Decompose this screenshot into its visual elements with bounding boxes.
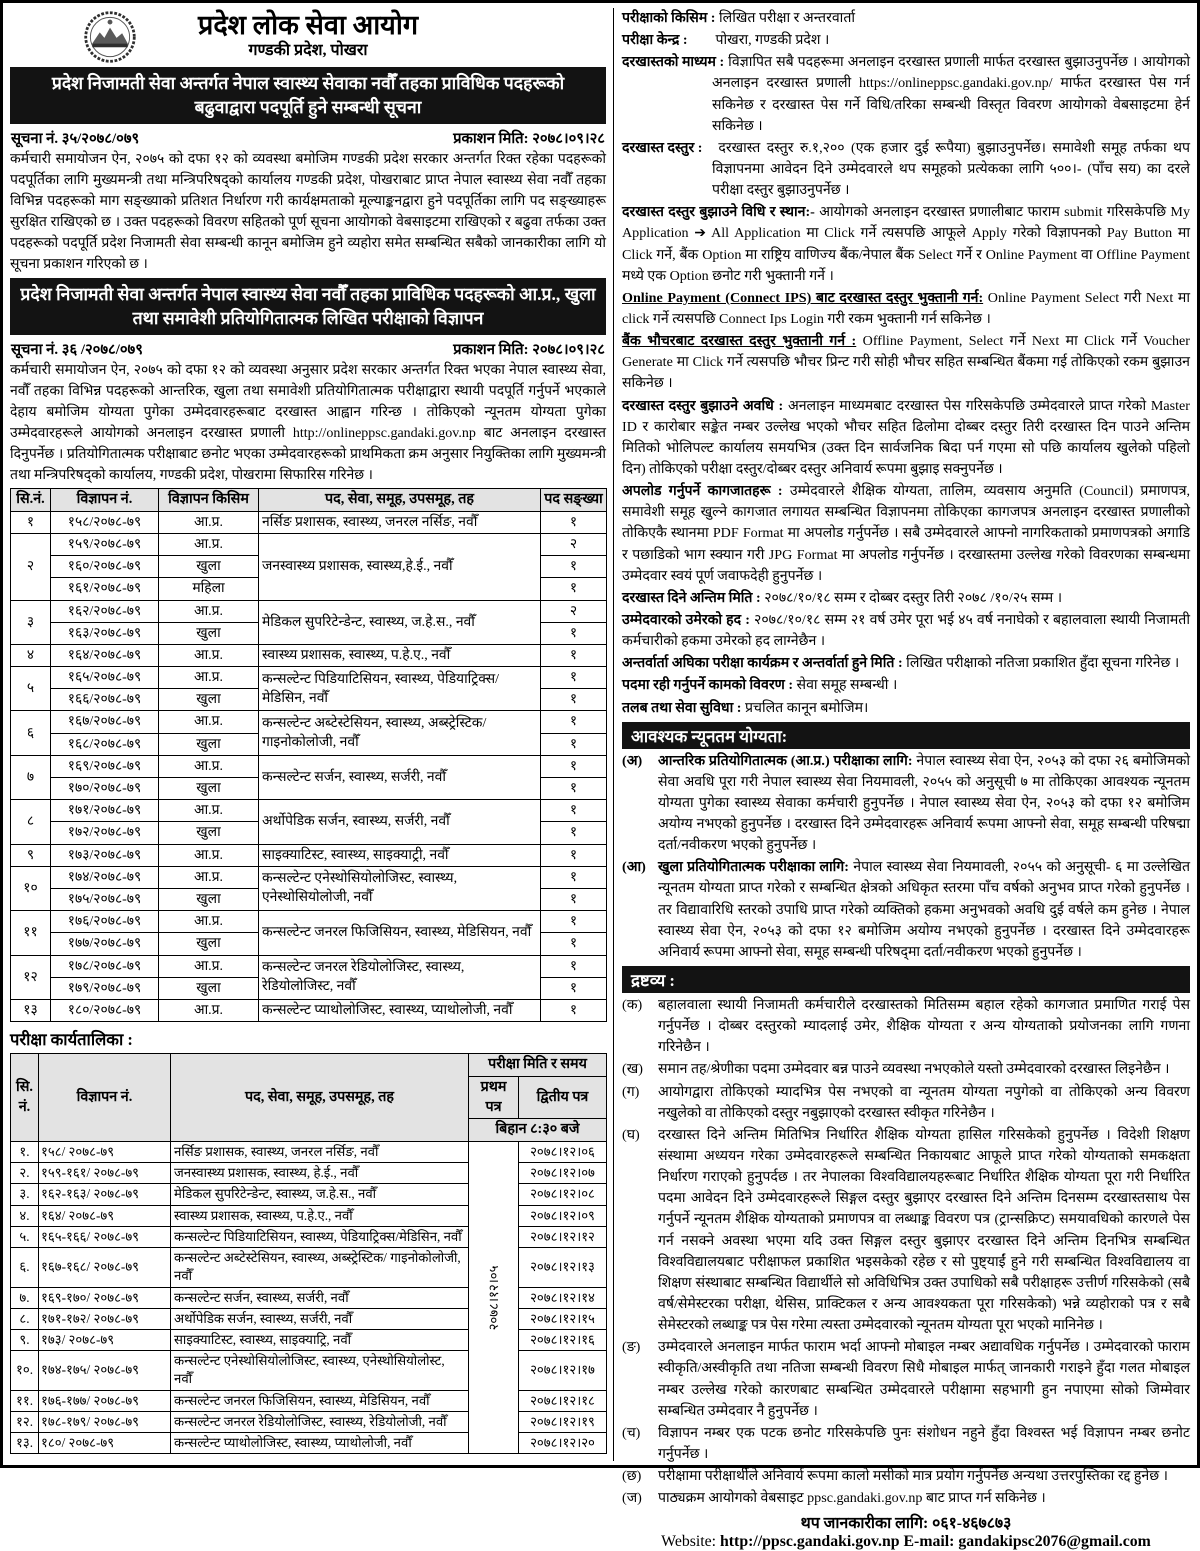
ad-number-cell: १८०/२०७८-७९ [51, 999, 159, 1021]
item-marker: (अ) [622, 752, 643, 769]
ad-type-cell: खुला [159, 556, 259, 578]
ad-number-cell: १८०/ २०७८-७९ [39, 1433, 171, 1454]
info-item-label: बैंक भौचरबाट दरखास्त दस्तुर भुक्तानी गर्न : [622, 333, 857, 350]
col-first-paper: प्रथम पत्र [469, 1076, 519, 1118]
serial-no-cell: १. [11, 1141, 39, 1162]
post-cell: कन्सल्टेन्ट सर्जन, स्वास्थ्य, सर्जरी, नवौँ [259, 755, 541, 799]
email-address: gandakipsc2076@gmail.com [958, 1533, 1151, 1551]
post-cell: कन्सल्टेन्ट सर्जन, स्वास्थ्य, सर्जरी, नवौँ [171, 1287, 469, 1308]
note-item: (घ) दरखास्त दिने अन्तिम मितिभित्र निर्धारित शैक्षिक योग्यता हासिल गरिसकेको हुनुपर्नेछ । विदेशी शिक्षण संस्थामा अध्ययन गरेका उम्मेदवारहरूले सम्बन्धित निकायबाट आफूले प्राप्त गरेको योग्यताको समकक्षता निर्धारण गराएको हुनुपर्दछ । तर नेपालका विश्वविद्यालयहरूबाट निर्धारित शैक्षिक योग्यता पूरा गरी निर्धारित पदमा आवेदन दिने उम्मेदवारहरूले सिङ्गल दस्तुर बुझाएर दरखास्त दिने अन्तिम दिनसम्म दरखास्तसाथ पेस गर्नुपर्ने न्यूनतम शैक्षिक योग्यताको प्रमाणपत्र वा लब्धाङ्क विवरण पत्र (ट्रान्सक्रिप्ट) समयावधिको कारणले पेस गर्न नसक्ने अवस्था भएमा यदि उक्त सिङ्गल दस्तुर बुझाएर दरखास्त दिने अन्तिम दिनभित्र सम्बन्धित विश्वविद्यालयबाट परीक्षाफल प्रकाशित भइसकेको रहेछ र सो पुष्ट्याईं हुने गरी सम्बन्धित विश्वविद्यालय वा शिक्षण संस्थाबाट सम्बन्धित विद्यार्थीले सो अविधिभित्र उक्त उपाधिको सबै परीक्षाहरू उत्तीर्ण गरिसकेको (सबै वर्ष/सेमेस्टरका परीक्षा, थेसिस, प्राक्टिकल र अन्य आवश्यकता पूरा गरिसकेको) भन्ने व्यहोराको पत्र र सबै सेमेस्टरको लब्धाङ्क पत्र पेस गरेमा त्यस्ता उम्मेदवारको न्यूनतम योग्यता पूरा भएको मानिनेछ । [622, 1126, 1190, 1334]
ad-number-cell: १५९/२०७८-७९ [51, 533, 159, 555]
note-item: (ज) पाठ्यक्रम आयोगको वेबसाइट ppsc.gandaki.gov.np बाट प्राप्त गर्न सकिनेछ । [622, 1488, 1190, 1509]
post-cell: कन्सल्टेन्ट जनरल फिजिसियन, स्वास्थ्य, मेडिसियन, नवौँ [259, 911, 541, 955]
post-count-cell: १ [541, 866, 607, 888]
serial-no-cell: २ [11, 533, 51, 600]
ad-number-cell: १७९/२०७८-७९ [51, 977, 159, 999]
info-item-label: दरखास्त दिने अन्तिम मिति : [622, 589, 761, 606]
schedule-row [11, 1141, 607, 1162]
ad-type-cell: खुला [159, 689, 259, 711]
ad-type-cell: खुला [159, 822, 259, 844]
contact-info: थप जानकारीका लागि: ०६१-४६७८७३ [800, 1515, 1012, 1533]
masthead [10, 8, 606, 64]
item-marker: (ङ) [622, 1339, 641, 1356]
notice1-body: कर्मचारी समायोजन ऐन, २०७५ को दफा १२ को व्यवस्था बमोजिम गण्डकी प्रदेश सरकार अन्तर्गत रिक्त रहेका पदहरूको पदपूर्तिका लागि मुख्यमन्त्री तथा मन्त्रिपरिषद्को कार्यालय गण्डकी प्रदेश, पोखराबाट प्राप्त नेपाल स्वास्थ्य सेवा नवौँ तहका विभिन्न पदहरूको माग सङ्ख्याको प्रतिशत निर्धारण गरी कार्यक्षमताको मूल्याङ्कनद्वारा हुने पदपूर्तिका लागि पद सङ्ख्याहरू सुरक्षित राखिएको छ । उक्त पदहरूको विवरण सहितको पूर्ण सूचना आयोगको वेबसाइटमा राखिएको र बढुवा तर्फका उक्त पदहरूको पदपूर्ति प्रदेश निजामती सेवा सम्बन्धी कानून बमोजिम हुने व्यहोरा समेत सम्बन्धित सबैको जानकारीका लागि यो सूचना प्रकाशन गरिएको छ । [10, 151, 606, 272]
post-cell: स्वास्थ्य प्रशासक, स्वास्थ्य, प.हे.ए., नवौँ [259, 644, 541, 666]
info-item-label: अपलोड गर्नुपर्ने कागजातहरू : [622, 483, 783, 500]
info-item: पदमा रही गर्नुपर्ने कामको विवरण : सेवा समूह सम्बन्धी । [622, 677, 898, 694]
serial-no-cell: ८ [11, 800, 51, 844]
ad-number-cell: १६७-१६८/ २०७८-७९ [39, 1248, 171, 1287]
item-heading: आन्तरिक प्रतियोगितात्मक (आ.प्र.) परीक्षाका लागि: [658, 752, 913, 769]
info-item-label: तलब तथा सेवा सुविधा : [622, 699, 742, 716]
post-cell: अर्थोपेडिक सर्जन, स्वास्थ्य, सर्जरी, नवौँ [259, 800, 541, 844]
post-cell: कन्सल्टेन्ट जनरल रेडियोलोजिस्ट, स्वास्थ्य, रेडियोलोजिस्ट, नवौँ [259, 955, 541, 999]
left-column [10, 8, 606, 1461]
ad-type-cell: महिला [159, 578, 259, 600]
post-count-cell: १ [541, 733, 607, 755]
second-paper-date-cell: २०७८।१२।१६ [519, 1329, 607, 1350]
post-cell: कन्सल्टेन्ट पिडियाटिसियन, स्वास्थ्य, पेडियाट्रिक्स/मेडिसिन, नवौँ [171, 1226, 469, 1247]
info-item: बैंक भौचरबाट दरखास्त दस्तुर भुक्तानी गर्न : Offline Payment, Select गर्ने Next मा Click गर्ने Voucher Generate मा Click गर्ने त्यसपछि भौचर प्रिन्ट गरी सोही भौचर सहित सम्बन्धित बैंकमा गई तोकिएको रकम बुझाउन सकिनेछ । [622, 333, 1190, 392]
notice2-meta [10, 337, 606, 360]
item-marker: (छ) [622, 1468, 642, 1485]
qualification-item: (अ) आन्तरिक प्रतियोगितात्मक (आ.प्र.) परीक्षाका लागि: नेपाल स्वास्थ्य सेवा ऐन, २०५३ को दफा २६ बमोजिमको सेवा अवधि पूरा गरी नेपाल स्वास्थ्य सेवा नियमावली, २०५५ को अनुसूची ७ मा तोकिएका आवश्यक न्यूनतम योग्यता पुगेका स्वास्थ्य सेवाका कर्मचारी हुनुपर्नेछ । नेपाल स्वास्थ्य सेवा ऐन, २०५३ को दफा १२ बमोजिम अयोग्य नभएको हुनुपर्नेछ । दरखास्त दिने उम्मेदवारहरू अनिवार्य रूपमा आफ्नो सेवा, समूह सम्बन्धी परिषद्मा दर्ता/नवीकरण भएको हुनुपर्नेछ । [622, 752, 1190, 854]
post-count-cell: १ [541, 755, 607, 777]
second-paper-date-cell: २०७८।१२।१३ [519, 1248, 607, 1287]
second-paper-date-cell: २०७८।१२।०९ [519, 1205, 607, 1226]
serial-no-cell: ११. [11, 1390, 39, 1411]
second-paper-date-cell: २०७८।१२।०७ [519, 1163, 607, 1184]
ad-number-cell: १७६-१७७/ २०७८-७९ [39, 1390, 171, 1411]
note-item: (च) विज्ञापन नम्बर एक पटक छनोट गरिसकेपछि पुनः संशोधन नहुने हुँदा विश्वस्त भई विज्ञापन नम्बर छनोट गर्नुपर्नेछ । [622, 1424, 1190, 1462]
vacancy-table-header [11, 489, 607, 512]
second-paper-date-cell: २०७८।१२।१८ [519, 1390, 607, 1411]
qualification-item: (आ) खुला प्रतियोगितात्मक परीक्षाका लागि: नेपाल स्वास्थ्य सेवा नियमावली, २०५५ को अनुसूची- ६ मा उल्लेखित न्यूनतम योग्यता प्राप्त गरेको र सम्बन्धित क्षेत्रको अधिकृत स्तरमा पाँच वर्षको अनुभव प्राप्त गरेको हुनुपर्नेछ । तर विद्यावारिधि स्तरको उपाधि प्राप्त गरेको व्यक्तिको हकमा अनुभवको अवधि दुई वर्षले कम हुनेछ । नेपाल स्वास्थ्य सेवा ऐन, २०५३ को दफा १२ बमोजिम अयोग्य नभएको हुनुपर्नेछ । दरखास्त दिने उम्मेदवारहरू अनिवार्य रूपमा आफ्नो सेवा, समूह सम्बन्धी परिषद्‌मा दर्ता/नवीकरण भएको हुनुपर्नेछ । [622, 859, 1191, 960]
post-cell: जनस्वास्थ्य प्रशासक, स्वास्थ्य, हे.ई., नवौँ [171, 1163, 469, 1184]
serial-no-cell: १२ [11, 955, 51, 999]
col-serial-no: सि. नं. [11, 1054, 39, 1142]
post-cell: कन्सल्टेन्ट प्याथोलोजिस्ट, स्वास्थ्य, प्याथोलोजी, नवौँ [259, 999, 541, 1021]
ad-number-cell: १६९/२०७८-७९ [51, 755, 159, 777]
promotion-notice-banner: प्रदेश निजामती सेवा अन्तर्गत नेपाल स्वास्थ्य सेवाका नवौँ तहका प्राविधिक पदहरूको बढुवाद्वारा पदपूर्ति हुने सम्बन्धी सूचना [10, 67, 606, 124]
post-count-cell: १ [541, 911, 607, 933]
ad-type-cell: आ.प्र. [159, 667, 259, 689]
serial-no-cell: ५ [11, 667, 51, 711]
exam-time-note: बिहान ८:३० बजे [469, 1119, 607, 1142]
post-cell: कन्सल्टेन्ट जनरल रेडियोलोजिस्ट, स्वास्थ्य, रेडियोलोजी, नवौँ [171, 1411, 469, 1432]
ad-number-cell: १६५/२०७८-७९ [51, 667, 159, 689]
item-marker: (ज) [622, 1490, 642, 1507]
notice1-pub-date: प्रकाशन मिति: २०७८।०९।२८ [453, 130, 605, 147]
note-item: (ग) आयोगद्वारा तोकिएको म्यादभित्र पेस नभएको वा न्यूनतम योग्यता नपुगेको वा तोकिएको अन्य विवरण नखुलेको वा तोकिएको दस्तुर नबुझाएको दरखास्त स्वीकृत गरिनेछैन । [622, 1083, 1190, 1121]
right-column [613, 8, 1191, 1551]
info-item: दरखास्तको माध्यम : विज्ञापित सबै पदहरूमा अनलाइन दरखास्त प्रणाली मार्फत दरखास्त बुझाउनुपर्नेछ । आयोगको अनलाइन दरखास्त प्रणाली https://onlineppsc.gandaki.gov.np/ मार्फत दरखास्त पेस गर्न सकिनेछ र दरखास्त पेस गर्ने विधि/तरिका सम्बन्धी विस्तृत विवरण आयोगको वेबसाइटमा हेर्न सकिनेछ । [622, 54, 1190, 134]
ad-number-cell: १७७/२०७८-७९ [51, 933, 159, 955]
notice2-number: सूचना नं. ३६ /२०७८/०७९ [11, 342, 143, 359]
ad-type-cell: आ.प्र. [159, 911, 259, 933]
serial-no-cell: ८. [11, 1308, 39, 1329]
post-cell: कन्सल्टेन्ट पिडियाटिसियन, स्वास्थ्य, पेडियाट्रिक्स/ मेडिसिन, नवौँ [259, 667, 541, 711]
website-url: http://ppsc.gandaki.gov.np [720, 1533, 900, 1551]
exam-ad-banner: प्रदेश निजामती सेवा अन्तर्गत नेपाल स्वास्थ्य सेवा नवौँ तहका प्राविधिक पदहरूको आ.प्र., खुला तथा समावेशी प्रतियोगितात्मक लिखित परीक्षाको विज्ञापन [10, 278, 606, 335]
serial-no-cell: १० [11, 866, 51, 910]
item-heading: खुला प्रतियोगितात्मक परीक्षाका लागि: [658, 859, 849, 876]
item-marker: (च) [622, 1424, 641, 1441]
ad-number-cell: १६०/२०७८-७९ [51, 556, 159, 578]
post-count-cell: १ [541, 711, 607, 733]
serial-no-cell: १३. [11, 1433, 39, 1454]
ad-number-cell: १५९-१६१/ २०७८-७९ [39, 1163, 171, 1184]
note-item: (ङ) उम्मेदवारले अनलाइन मार्फत फाराम भर्दा आफ्नो मोबाइल नम्बर अद्यावधिक गर्नुपर्नेछ । उम्मेदवारको फाराम स्वीकृति/अस्वीकृति तथा नतिजा सम्बन्धी विवरण सिधै मोबाइल मार्फत् जानकारी गराइने हुँदा गलत मोबाइल नम्बर उल्लेख गरेको कारणबाट सम्बन्धित उम्मेदवारले परीक्षामा सहभागी हुन नपाएमा सोको जिम्मेवार सम्बन्धित उम्मेदवार नै हुनुपर्नेछ । [622, 1339, 1190, 1419]
ad-number-cell: १६२-१६३/ २०७८-७९ [39, 1184, 171, 1205]
info-item-label: दरखास्त दस्तुर बुझाउने विधि र स्थान:- [622, 204, 815, 221]
post-count-cell: १ [541, 955, 607, 977]
post-cell: कन्सल्टेन्ट प्याथोलोजिस्ट, स्वास्थ्य, प्याथोलोजी, नवौँ [171, 1433, 469, 1454]
ad-type-cell: आ.प्र. [159, 866, 259, 888]
post-count-cell: १ [541, 933, 607, 955]
notice2-body: कर्मचारी समायोजन ऐन, २०७५ को दफा १२ को व्यवस्था अनुसार प्रदेश सरकार अन्तर्गत रिक्त भएका नेपाल स्वास्थ्य सेवा, नवौँ तहका विभिन्न पदहरूको आन्तरिक, खुला तथा समावेशी प्रतियोगितात्मक परीक्षाद्वारा स्थायी पदपूर्ति गर्नुपर्ने भएकाले देहाय बमोजिम योग्यता पुगेका उम्मेदवारहरूबाट दरखास्त आह्वान गरिन्छ । तोकिएको न्यूनतम योग्यता पुगेका उम्मेदवारहरूले आयोगको अनलाइन दरखास्त प्रणाली http://onlineppsc.gandaki.gov.np बाट अनलाइन दरखास्त दिनुपर्नेछ । प्रतियोगितात्मक परीक्षाबाट छनोट भएका उम्मेदवारहरूको प्राथमिकता क्रम अनुसार नियुक्तिका लागि मुख्यमन्त्री तथा मन्त्रिपरिषद्को कार्यालय, गण्डकी प्रदेश, पोखरामा सिफारिस गरिनेछ । [10, 363, 606, 484]
website-label: Website: [661, 1533, 717, 1551]
info-item: तलब तथा सेवा सुविधा : प्रचलित कानून बमोजिम। [622, 699, 869, 716]
notes-banner: द्रष्टव्य : [622, 966, 1190, 993]
post-count-cell: १ [541, 822, 607, 844]
notice2-pub-date: प्रकाशन मिति: २०७८।०९।२८ [453, 342, 605, 359]
post-count-cell: १ [541, 778, 607, 800]
info-item: अपलोड गर्नुपर्ने कागजातहरू : उम्मेदवारले शैक्षिक योग्यता, तालिम, व्यवसाय अनुमति (Council) प्रमाणपत्र, समावेशी समूह खुल्ने कागजात लगायत सम्बन्धित विज्ञापनमा तोकिएका कागजपत्र अनलाइन दरखास्त प्रणालीको तोकिएकै स्थानमा PDF Format मा अपलोड गर्नुपर्नेछ । सबै उम्मेदवारले आफ्नो नागरिकताको प्रमाणपत्रको अगाडि र पछाडिको भाग स्क्यान गरी JPG Format मा अपलोड गर्नुपर्नेछ । दरखास्तमा उल्लेख गरेको विवरणका सम्बन्धमा उम्मेदवार स्वयं पूर्ण जवाफदेही हुनुपर्नेछ । [622, 483, 1190, 584]
post-cell: जनस्वास्थ्य प्रशासक, स्वास्थ्य,हे.ई., नवौँ [259, 533, 541, 600]
second-paper-date-cell: २०७८।१२।२० [519, 1433, 607, 1454]
ad-number-cell: १७२/२०७८-७९ [51, 822, 159, 844]
info-item-label: परीक्षा केन्द्र : [622, 32, 688, 49]
ad-type-cell: आ.प्र. [159, 755, 259, 777]
vacancy-row [11, 511, 607, 533]
first-paper-date-cell [469, 1141, 519, 1453]
vacancy-row [11, 844, 607, 866]
vacancy-row [11, 755, 607, 777]
col-post: पद, सेवा, समूह, उपसमूह, तह [171, 1054, 469, 1142]
post-cell: कन्सल्टेन्ट अब्टेस्टेसियन, स्वास्थ्य, अब्स्ट्रेस्टिक/ गाइनोकोलोजी, नवौँ [259, 711, 541, 755]
vacancy-row [11, 533, 607, 555]
info-item-label: Online Payment (Connect IPS) बाट दरखास्त दस्तुर भुक्तानी गर्न: [622, 289, 984, 306]
vacancy-row [11, 667, 607, 689]
first-paper-date: २०७८।१२।०५ [485, 1265, 501, 1331]
col-serial-no: सि.नं. [11, 489, 51, 512]
post-cell: कन्सल्टेन्ट जनरल फिजिसियन, स्वास्थ्य, मेडिसियन, नवौँ [171, 1390, 469, 1411]
post-count-cell: १ [541, 999, 607, 1021]
schedule-title: परीक्षा कार्यतालिका : [10, 1030, 133, 1050]
ad-type-cell: आ.प्र. [159, 644, 259, 666]
col-post: पद, सेवा, समूह, उपसमूह, तह [259, 489, 541, 512]
item-marker: (ख) [622, 1061, 643, 1078]
item-marker: (आ) [622, 859, 646, 876]
ad-type-cell: आ.प्र. [159, 600, 259, 622]
ad-number-cell: १६४/ २०७८-७९ [39, 1205, 171, 1226]
info-item-label: परीक्षाको किसिम : [622, 10, 716, 26]
ad-number-cell: १७०/२०७८-७९ [51, 778, 159, 800]
post-cell: कन्सल्टेन्ट एनेस्थोसियोलोजिस्ट, स्वास्थ्य, एनेस्थोसियोलोजी, नवौँ [259, 866, 541, 910]
col-ad-type: विज्ञापन किसिम [159, 489, 259, 512]
col-exam-date-time: परीक्षा मिति र समय [469, 1054, 607, 1077]
post-cell: मेडिकल सुपरिटेन्डेन्ट, स्वास्थ्य, ज.हे.स., नवौँ [259, 600, 541, 644]
min-qualification-banner: आवश्यक न्यूनतम योग्यता: [622, 722, 1190, 749]
ad-type-cell: आ.प्र. [159, 533, 259, 555]
ad-type-cell: आ.प्र. [159, 844, 259, 866]
serial-no-cell: १ [11, 511, 51, 533]
ad-number-cell: १७४/२०७८-७९ [51, 866, 159, 888]
post-count-cell: १ [541, 800, 607, 822]
second-paper-date-cell: २०७८।१२।०८ [519, 1184, 607, 1205]
post-count-cell: २ [541, 533, 607, 555]
col-second-paper: द्वितीय पत्र [519, 1076, 607, 1118]
post-cell: नर्सिङ प्रशासक, स्वास्थ्य, जनरल नर्सिङ, नवौँ [171, 1141, 469, 1162]
serial-no-cell: ९ [11, 844, 51, 866]
serial-no-cell: ६. [11, 1248, 39, 1287]
item-marker: (घ) [622, 1126, 640, 1143]
serial-no-cell: ९. [11, 1329, 39, 1350]
serial-no-cell: ४ [11, 644, 51, 666]
ad-type-cell: खुला [159, 977, 259, 999]
info-item: परीक्षाको किसिम : लिखित परीक्षा र अन्तरवार्ता [622, 10, 856, 26]
col-ad-number: विज्ञापन नं. [39, 1054, 171, 1142]
ad-type-cell: खुला [159, 933, 259, 955]
ad-number-cell: १७४-१७५/ २०७८-७९ [39, 1351, 171, 1390]
ad-type-cell: आ.प्र. [159, 511, 259, 533]
second-paper-date-cell: २०७८।१२।१७ [519, 1351, 607, 1390]
ad-type-cell: खुला [159, 778, 259, 800]
info-item: Online Payment (Connect IPS) बाट दरखास्त दस्तुर भुक्तानी गर्न: Online Payment Select गरी Next मा click गर्ने त्यसपछि Connect Ips Login गरी रकम भुक्तानी गर्न सकिनेछ । [622, 289, 1190, 327]
post-count-cell: १ [541, 622, 607, 644]
notes-list [622, 995, 1190, 1509]
serial-no-cell: ३ [11, 600, 51, 644]
post-cell: नर्सिङ प्रशासक, स्वास्थ्य, जनरल नर्सिङ, नवौँ [259, 511, 541, 533]
ad-number-cell: १७१/२०७८-७९ [51, 800, 159, 822]
info-item: दरखास्त दस्तुर : दरखास्त दस्तुर रु.१,२०० (एक हजार दुई रूपैया) बुझाउनुपर्नेछ। समावेशी समूह तर्फका थप विज्ञापनमा आवेदन दिने उम्मेदवारले थप समूहको प्रत्येकका लागि ५००।- (पाँच सय) का दरले परीक्षा दस्तुर बुझाउनुपर्नेछ । [622, 139, 1190, 199]
serial-no-cell: १०. [11, 1351, 39, 1390]
post-cell: कन्सल्टेन्ट अब्टेस्टेसियन, स्वास्थ्य, अब्स्ट्रेस्टिक/ गाइनोकोलोजी, नवौँ [171, 1248, 469, 1287]
info-item: दरखास्त दस्तुर बुझाउने अवधि : अनलाइन माध्यमबाट दरखास्त पेस गरिसकेपछि उम्मेदवारले प्राप्त गरेको Master ID र कारोबार सङ्केत नम्बर उल्लेख भएको भौचर सहित ढिलोमा दोब्बर दस्तुर तिरी दरखास्त दिन पाउने अन्तिम मितिको भोलिपल्ट कार्यालय समयभित्र (उक्त दिन सार्वजनिक बिदा पर्न गएमा सो पछि कार्यालय खुलेको पहिलो दिन) तोकिएको परीक्षा दस्तुर/दोब्बर दस्तुर अनिवार्य रूपमा बुझाइ सक्नुपर्नेछ । [622, 397, 1190, 477]
ad-number-cell: १७८/२०७८-७९ [51, 955, 159, 977]
note-item: (क) बहालवाला स्थायी निजामती कर्मचारीले दरखास्तको मितिसम्म बहाल रहेको कागजात प्रमाणित गराई पेस गर्नुपर्नेछ । दोब्बर दस्तुरको म्यादलाई उमेर, शैक्षिक योग्यता र अन्य योग्यताको प्रयोजनका लागि गणना गरिनेछैन । [622, 997, 1190, 1056]
ad-number-cell: १६५-१६६/ २०७८-७९ [39, 1226, 171, 1247]
ad-number-cell: १७१-१७२/ २०७८-७९ [39, 1308, 171, 1329]
schedule-header-row-1 [11, 1054, 607, 1077]
email-label: E-mail: [903, 1533, 955, 1551]
ad-number-cell: १५८/२०७८-७९ [51, 511, 159, 533]
note-item: (ख) समान तह/श्रेणीका पदमा उम्मेदवार बन्न पाउने व्यवस्था नभएकोले यस्तो उम्मेदवारको दरखास्त लिइनेछैन । [622, 1059, 1190, 1080]
post-count-cell: २ [541, 600, 607, 622]
ad-number-cell: १६३/२०७८-७९ [51, 622, 159, 644]
ad-number-cell: १७५/२०७८-७९ [51, 888, 159, 910]
ad-number-cell: १७८-१७९/ २०७८-७९ [39, 1411, 171, 1432]
post-cell: अर्थोपेडिक सर्जन, स्वास्थ्य, सर्जरी, नवौँ [171, 1308, 469, 1329]
notice1-meta [10, 126, 606, 149]
serial-no-cell: ११ [11, 911, 51, 955]
vacancy-row [11, 999, 607, 1021]
exam-info-list [622, 8, 1190, 719]
col-ad-number: विज्ञापन नं. [51, 489, 159, 512]
post-count-cell: १ [541, 689, 607, 711]
ad-type-cell: आ.प्र. [159, 955, 259, 977]
post-count-cell: १ [541, 888, 607, 910]
org-title: प्रदेश लोक सेवा आयोग [197, 10, 419, 40]
schedule-table [10, 1053, 607, 1454]
info-item-label: दरखास्त दस्तुर बुझाउने अवधि : [622, 397, 784, 414]
info-item: दरखास्त दस्तुर बुझाउने विधि र स्थान:- आयोगको अनलाइन दरखास्त प्रणालीबाट फाराम submit गरिसकेपछि My Application ➔ All Application मा Click गर्ने त्यसपछि आफूले Apply गरेको विज्ञापनको Pay Button मा Click गर्ने, बैंक Option मा राष्ट्रिय वाणिज्य बैंक/नेपाल बैंक Select गर्ने र Online Payment वा Offline Payment मध्ये एक Option छनोट गरी भुक्तानी गर्ने । [622, 204, 1191, 284]
qualification-list [622, 751, 1190, 963]
post-cell: साइक्याटिस्ट, स्वास्थ्य, साइक्याट्री, नवौँ [259, 844, 541, 866]
serial-no-cell: ३. [11, 1184, 39, 1205]
info-item-label: पदमा रही गर्नुपर्ने कामको विवरण : [622, 677, 794, 694]
item-marker: (क) [622, 997, 643, 1014]
post-cell: कन्सल्टेन्ट एनेस्थोसियोलोजिस्ट, स्वास्थ्य, एनेस्थोसियोलोस्ट, नवौँ [171, 1351, 469, 1390]
ad-number-cell: १६१/२०७८-७९ [51, 578, 159, 600]
ad-number-cell: १६८/२०७८-७९ [51, 733, 159, 755]
serial-no-cell: ७ [11, 755, 51, 799]
info-item: परीक्षा केन्द्र : पोखरा, गण्डकी प्रदेश । [622, 30, 1190, 51]
post-count-cell: १ [541, 578, 607, 600]
serial-no-cell: ४. [11, 1205, 39, 1226]
post-count-cell: १ [541, 844, 607, 866]
note-item: (छ) परीक्षामा परीक्षार्थीले अनिवार्य रूपमा कालो मसीको मात्र प्रयोग गर्नुपर्नेछ अन्यथा उत्तरपुस्तिका रद्द हुनेछ । [622, 1466, 1190, 1487]
info-item-label: दरखास्तको माध्यम : [622, 54, 725, 71]
col-post-count: पद सङ्ख्या [541, 489, 607, 512]
vacancy-row [11, 644, 607, 666]
info-item-label: उम्मेदवारको उमेरको हद : [622, 611, 750, 628]
vacancy-table-body [11, 511, 607, 1021]
vacancy-row [11, 600, 607, 622]
org-subtitle: गण्डकी प्रदेश, पोखरा [248, 42, 368, 60]
ad-number-cell: १७६/२०७८-७९ [51, 911, 159, 933]
vacancy-row [11, 866, 607, 888]
info-item-label: अन्तर्वार्ता अघिका परीक्षा कार्यक्रम र अन्तर्वार्ता हुने मिति : [622, 655, 903, 672]
ad-number-cell: १७३/ २०७८-७९ [39, 1329, 171, 1350]
serial-no-cell: ५. [11, 1226, 39, 1247]
serial-no-cell: १२. [11, 1411, 39, 1432]
post-count-cell: १ [541, 977, 607, 999]
serial-no-cell: २. [11, 1163, 39, 1184]
post-count-cell: १ [541, 667, 607, 689]
post-count-cell: १ [541, 511, 607, 533]
serial-no-cell: ६ [11, 711, 51, 755]
vacancy-row [11, 711, 607, 733]
info-item: अन्तर्वार्ता अघिका परीक्षा कार्यक्रम र अन्तर्वार्ता हुने मिति : लिखित परीक्षाको नतिजा प्रकाशित हुँदा सूचना गरिनेछ । [622, 655, 1180, 672]
ad-type-cell: आ.प्र. [159, 800, 259, 822]
vacancy-table [10, 488, 607, 1022]
item-marker: (ग) [622, 1083, 640, 1100]
post-cell: साइक्याटिस्ट, स्वास्थ्य, साइक्याट्रि, नवौँ [171, 1329, 469, 1350]
ad-type-cell: खुला [159, 733, 259, 755]
ad-number-cell: १६४/२०७८-७९ [51, 644, 159, 666]
ad-number-cell: १६९-१७०/ २०७८-७९ [39, 1287, 171, 1308]
post-count-cell: १ [541, 644, 607, 666]
vacancy-row [11, 911, 607, 933]
second-paper-date-cell: २०७८।१२।०६ [519, 1141, 607, 1162]
serial-no-cell: १३ [11, 999, 51, 1021]
ad-type-cell: खुला [159, 622, 259, 644]
ad-type-cell: आ.प्र. [159, 711, 259, 733]
website-email-line [622, 1533, 1190, 1551]
second-paper-date-cell: २०७८।१२।१४ [519, 1287, 607, 1308]
ad-number-cell: १६७/२०७८-७९ [51, 711, 159, 733]
vacancy-row [11, 800, 607, 822]
post-count-cell: १ [541, 556, 607, 578]
post-cell: मेडिकल सुपरिटेन्डेन्ट, स्वास्थ्य, ज.हे.स., नवौँ [171, 1184, 469, 1205]
info-item: उम्मेदवारको उमेरको हद : २०७८/१०/१८ सम्म २१ वर्ष उमेर पूरा भई ४५ वर्ष ननाघेको र बहालवाला स्थायी निजामती कर्मचारीको हकमा उमेरको हद लाग्नेछैन । [622, 611, 1190, 650]
second-paper-date-cell: २०७८।१२।१५ [519, 1308, 607, 1329]
ad-type-cell: आ.प्र. [159, 999, 259, 1021]
schedule-table-body [11, 1141, 607, 1453]
second-paper-date-cell: २०७८।१२।१२ [519, 1226, 607, 1247]
ad-number-cell: १६२/२०७८-७९ [51, 600, 159, 622]
post-cell: स्वास्थ्य प्रशासक, स्वास्थ्य, प.हे.ए., नवौँ [171, 1205, 469, 1226]
second-paper-date-cell: २०७८।१२।१९ [519, 1411, 607, 1432]
coat-of-arms-logo [82, 9, 138, 65]
ad-number-cell: १५८/ २०७८-७९ [39, 1141, 171, 1162]
ad-number-cell: १७३/२०७८-७९ [51, 844, 159, 866]
vacancy-row [11, 955, 607, 977]
info-item: दरखास्त दिने अन्तिम मिति : २०७८/१०/१८ सम्म र दोब्बर दस्तुर तिरी २०७८ /१०/२५ सम्म । [622, 589, 1063, 606]
notice1-number: सूचना नं. ३५/२०७८/०७९ [11, 130, 140, 147]
info-item-label: दरखास्त दस्तुर : [622, 139, 703, 156]
serial-no-cell: ७. [11, 1287, 39, 1308]
ad-type-cell: खुला [159, 888, 259, 910]
ad-number-cell: १६६/२०७८-७९ [51, 689, 159, 711]
